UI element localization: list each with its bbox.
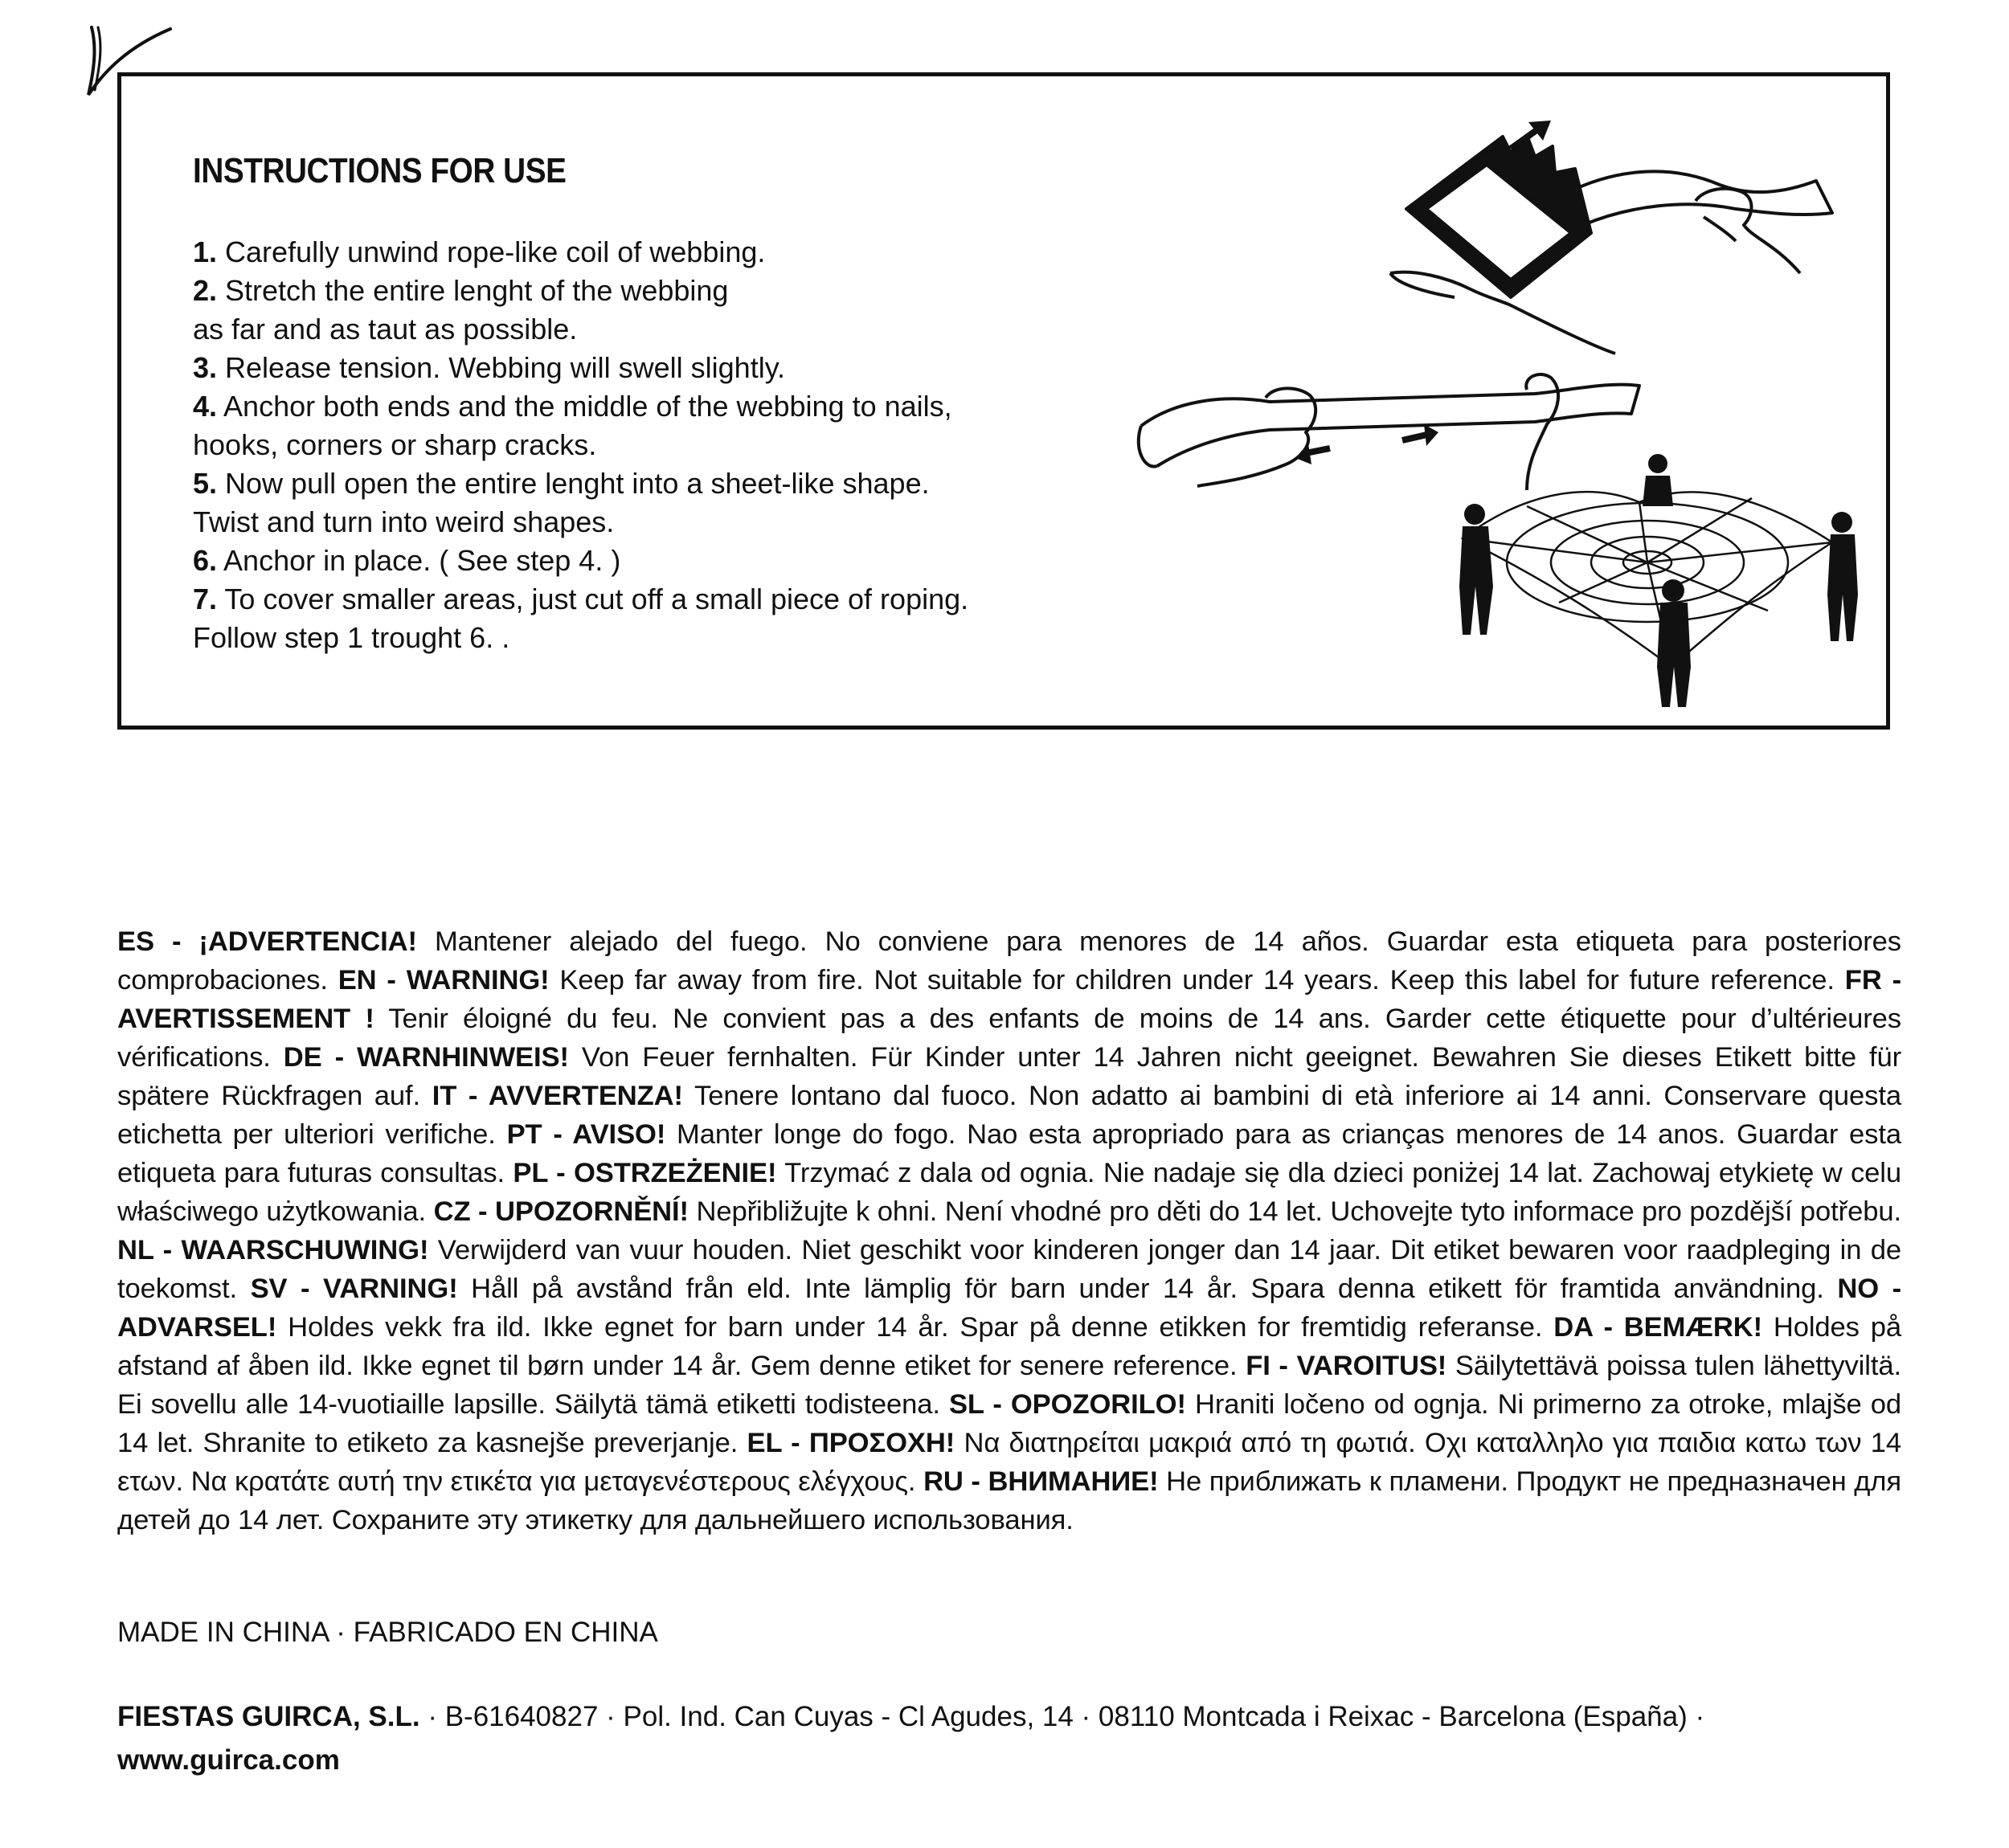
- instruction-step: [193, 580, 1109, 619]
- warning-language-label: SV - VARNING!: [250, 1274, 458, 1304]
- warning-text: Håll på avstånd från eld. Inte lämplig för barn under 14 år. Spara denna etikett för framtida användning.: [457, 1274, 1838, 1304]
- warning-language-label: SL - OPOZORILO!: [948, 1389, 1186, 1420]
- warning-text: Holdes på afstand af åben ild. Ikke egnet til børn under 14 år. Gem denne etiket for senere reference.: [117, 1312, 1901, 1381]
- warning-language-label: PL - OSTRZEŻENIE!: [513, 1158, 777, 1188]
- instruction-step: [193, 349, 1109, 387]
- step-number: 2.: [193, 274, 218, 307]
- warning-language-label: DE - WARNHINWEIS!: [283, 1042, 569, 1073]
- warning-text: Holdes vekk fra ild. Ikke egnet for barn under 14 år. Spar på denne etikken for fremtidig referanse.: [276, 1312, 1554, 1343]
- warning-text: Hraniti ločeno od ognja. Ni primerno za otroke, mlajše od 14 let. Shranite to etiketo za kasnejše preverjanje.: [117, 1389, 1901, 1458]
- instruction-step: [193, 310, 1109, 349]
- warning-language-label: PT - AVISO!: [506, 1119, 666, 1150]
- warning-text: Manter longe do fogo. Nao esta apropriado para as crianças menores de 14 anos. Guardar esta etiqueta para futuras consultas.: [117, 1119, 1901, 1188]
- warning-text: Не приближать к пламени. Продукт не предназначен для детей до 14 лет. Сохраните эту этикетку для дальнейшего использования.: [117, 1466, 1901, 1535]
- step-text: Anchor both ends and the middle of the webbing to nails,: [217, 390, 952, 423]
- company-website: www.guirca.com: [117, 1744, 340, 1776]
- step-number: 6.: [193, 544, 218, 577]
- instruction-step: [193, 619, 1109, 657]
- company-info: [117, 1695, 1909, 1782]
- warning-language-label: ES - ¡ADVERTENCIA!: [117, 926, 417, 957]
- step-number: 4.: [193, 390, 218, 423]
- company-name: FIESTAS GUIRCA, S.L.: [117, 1701, 420, 1732]
- warning-language-label: CZ - UPOZORNĚNÍ!: [433, 1196, 689, 1227]
- step-text: Release tension. Webbing will swell slightly.: [217, 351, 786, 384]
- step-text: Follow step 1 trought 6. .: [193, 621, 510, 654]
- warning-language-label: FR - AVERTISSEMENT !: [117, 965, 1901, 1034]
- step-number: 5.: [193, 467, 218, 500]
- safety-warnings: [117, 922, 1901, 1539]
- spider-web-people-illustration: [1459, 454, 1858, 707]
- warning-text: Keep far away from fire. Not suitable for children under 14 years. Keep this label for future reference.: [549, 965, 1845, 996]
- usage-illustration: [1109, 104, 1872, 715]
- instruction-step: [193, 464, 1109, 503]
- warning-language-label: EL - ΠΡΟΣΟΧΗ!: [747, 1428, 955, 1458]
- step-text: To cover smaller areas, just cut off a small piece of roping.: [217, 583, 969, 615]
- instruction-step: [193, 272, 1109, 310]
- warning-language-label: FI - VAROITUS!: [1246, 1351, 1447, 1381]
- instruction-step: [193, 233, 1109, 272]
- company-details: · B-61640827 · Pol. Ind. Can Cuyas - Cl Agudes, 14 · 08110 Montcada i Reixac - Barcelona (España) ·: [419, 1701, 1705, 1732]
- warning-language-label: EN - WARNING!: [338, 965, 550, 996]
- instruction-step: [193, 542, 1109, 580]
- step-text: Now pull open the entire lenght into a sheet-like shape.: [217, 467, 930, 500]
- warning-text: Säilytettävä poissa tulen lähettyviltä. Ei sovellu alle 14-vuotiaille lapsille. Säilytä tämä etiketti todisteena.: [117, 1351, 1901, 1420]
- step-text: Twist and turn into weird shapes.: [193, 505, 615, 538]
- warning-text: Nepřibližujte k ohni. Není vhodné pro děti do 14 let. Uchovejte tyto informace pro pozdější potřebu.: [688, 1196, 1901, 1227]
- instructions-steps: [193, 233, 1109, 657]
- warning-text: Verwijderd van vuur houden. Niet geschikt voor kinderen jonger dan 14 jaar. Dit etiket bewaren voor raadpleging in de toekomst.: [117, 1235, 1901, 1304]
- step-text: Carefully unwind rope-like coil of webbing.: [217, 235, 766, 268]
- step-number: 1.: [193, 235, 218, 268]
- stretch-webbing-illustration: [1139, 374, 1639, 490]
- made-in-label: MADE IN CHINA · FABRICADO EN CHINA: [117, 1617, 658, 1648]
- instruction-step: [193, 387, 1109, 426]
- instruction-step: [193, 426, 1109, 464]
- step-text: Anchor in place. ( See step 4. ): [217, 544, 621, 577]
- package-unwind-illustration: [1390, 121, 1832, 354]
- warning-text: Να διατηρείται μακριά από τη φωτιά. Οχι καταλληλο για παιδια κατω των 14 ετων. Να κρατάτε αυτή την ετικέτα για μεταγενέστερους ελέγχους.: [117, 1428, 1901, 1497]
- warning-text: Tenir éloigné du feu. Ne convient pas a des enfants de moins de 14 ans. Garder cette étiquette pour d’ultérieures vérifications.: [117, 1004, 1901, 1073]
- warning-text: Tenere lontano dal fuoco. Non adatto ai bambini di età inferiore ai 14 anni. Conservare questa etichetta per ulteriori verifiche.: [117, 1081, 1901, 1150]
- warning-text: Trzymać z dala od ognia. Nie nadaje się dla dzieci poniżej 14 lat. Zachowaj etykietę w celu właściwego użytkowania.: [117, 1158, 1902, 1227]
- instruction-step: [193, 503, 1109, 542]
- instructions-title: INSTRUCTIONS FOR USE: [193, 151, 567, 190]
- warning-language-label: DA - BEMÆRK!: [1553, 1312, 1762, 1343]
- step-number: 3.: [193, 351, 218, 384]
- warning-text: Von Feuer fernhalten. Für Kinder unter 14 Jahren nicht geeignet. Bewahren Sie dieses Etikett bitte für spätere Rückfragen auf.: [117, 1042, 1902, 1111]
- step-text: as far and as taut as possible.: [193, 313, 578, 345]
- warning-language-label: RU - ВНИМАНИЕ!: [923, 1466, 1159, 1497]
- warning-language-label: NL - WAARSCHUWING!: [117, 1235, 429, 1265]
- warning-text: Mantener alejado del fuego. No conviene para menores de 14 años. Guardar esta etiqueta para posteriores comprobaciones.: [117, 926, 1901, 996]
- warning-language-label: IT - AVVERTENZA!: [432, 1081, 683, 1111]
- step-number: 7.: [193, 583, 218, 615]
- warning-language-label: NO - ADVARSEL!: [117, 1274, 1901, 1343]
- step-text: Stretch the entire lenght of the webbing: [217, 274, 729, 307]
- step-text: hooks, corners or sharp cracks.: [193, 428, 597, 461]
